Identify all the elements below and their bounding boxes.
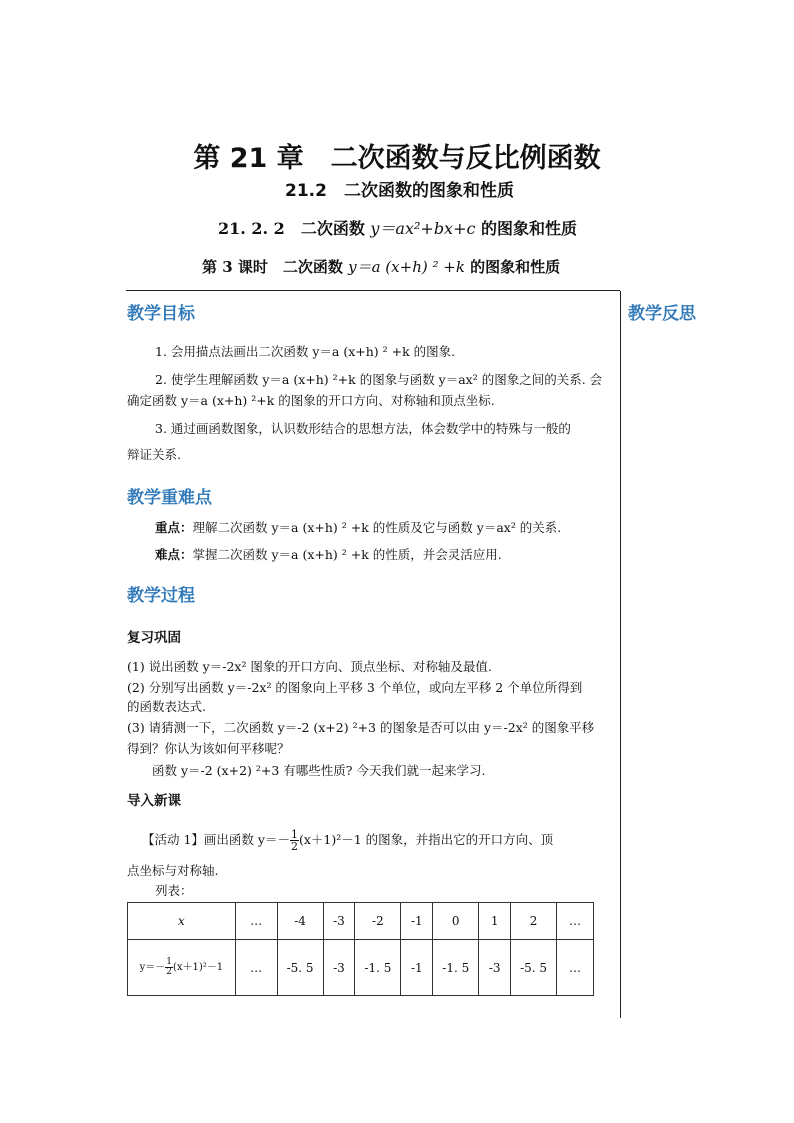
table-cell: -2 [355,903,401,940]
lesson-mid: 二次函数 [282,258,349,276]
table-cell: 2 [511,903,557,940]
difficulty-label: 难点： [155,547,193,562]
table-cell: -1 [401,903,433,940]
focus-text: 理解二次函数 y＝a (x+h) ² +k 的性质及它与函数 y＝ax² 的关系. [192,520,562,535]
table-cell-y-label [128,940,236,996]
review-3-line-1: (3) 请猜测一下，二次函数 y＝-2 (x+2) ²+3 的图象是否可以由 y＝-2x² 的图象平移 [127,720,595,735]
table-cell: x [128,903,236,940]
y-label-fraction [165,958,173,977]
review-2-line-1: (2) 分别写出函数 y＝-2x² 的图象向上平移 3 个单位，或向左平移 2 个单位所得到 [127,680,583,695]
table-cell: … [235,940,277,996]
y-label-numerator: 1 [166,957,172,967]
y-label-b: (x＋1)²－1 [172,962,224,973]
subsection-title [218,216,577,239]
value-table [127,902,594,996]
goal-2-line-1: 2. 使学生理解函数 y＝a (x+h) ²+k 的图象与函数 y＝ax² 的图象之间的关系. 会 [155,372,603,387]
activity-text-a: 【活动 1】画出函数 y＝－ [142,832,290,847]
table-cell: -5. 5 [277,940,323,996]
subsection-suffix: 的图象和性质 [475,219,578,238]
header-divider [126,290,620,291]
table-row-y [128,940,594,996]
goal-3-line-1: 3. 通过画函数图象，认识数形结合的思想方法，体会数学中的特殊与一般的 [155,421,571,436]
activity-text-b: (x＋1)²－1 的图象，并指出它的开口方向、顶 [298,832,554,847]
table-cell: -3 [479,940,511,996]
review-title: 复习巩固 [127,630,181,646]
section-title: 21.2 二次函数的图象和性质 [285,181,514,201]
activity-line-2: 点坐标与对称轴. [127,863,219,878]
goal-1: 1. 会用描点法画出二次函数 y＝a (x+h) ² +k 的图象. [155,344,456,359]
lesson-title [202,256,560,277]
table-cell: -1. 5 [355,940,401,996]
y-label-a: y＝－ [139,962,166,973]
key-points-heading: 教学重难点 [127,488,212,508]
table-cell: -1 [401,940,433,996]
fraction-denominator: 2 [290,840,298,853]
table-cell: 0 [433,903,479,940]
table-cell: … [557,903,594,940]
table-cell: -4 [277,903,323,940]
activity-line-1 [142,828,553,852]
intro-title: 导入新课 [127,793,181,809]
review-2-line-2: 的函数表达式. [127,699,206,714]
y-label-denominator: 2 [166,967,172,977]
difficulty-line [155,545,502,564]
lesson-formula: y＝a (x+h) ² +k [348,258,465,276]
process-heading: 教学过程 [127,586,195,606]
table-cell: -1. 5 [433,940,479,996]
table-cell: … [557,940,594,996]
table-row-x [128,903,594,940]
lesson-suffix: 的图象和性质 [464,258,561,276]
review-1: (1) 说出函数 y＝-2x² 图象的开口方向、顶点坐标、对称轴及最值. [127,659,492,674]
table-cell: -5. 5 [511,940,557,996]
focus-line [155,518,561,537]
goals-heading: 教学目标 [127,304,195,324]
subsection-prefix: 21. 2. 2 二次函数 [218,219,371,238]
list-label: 列表： [155,883,193,898]
table-cell: … [235,903,277,940]
review-4: 函数 y＝-2 (x+2) ²+3 有哪些性质? 今天我们就一起来学习. [127,763,486,778]
focus-label: 重点： [155,520,193,535]
column-divider [620,291,621,1018]
table-cell: -3 [323,903,355,940]
fraction-one-half [290,829,299,852]
table-cell: 1 [479,903,511,940]
reflection-heading: 教学反思 [628,304,696,324]
goal-2-line-2: 确定函数 y＝a (x+h) ²+k 的图象的开口方向、对称轴和顶点坐标. [127,393,495,408]
table-cell: -3 [323,940,355,996]
goal-3-line-2: 辩证关系. [127,447,181,462]
subsection-formula: y＝ax²+bx+c [370,219,476,238]
review-3-line-2: 得到？你认为该如何平移呢？ [127,741,290,756]
fraction-numerator: 1 [290,828,298,841]
chapter-title: 第 21 章 二次函数与反比例函数 [193,143,601,174]
lesson-prefix: 第 3 课时 [202,258,283,276]
difficulty-text: 掌握二次函数 y＝a (x+h) ² +k 的性质，并会灵活应用. [192,547,502,562]
